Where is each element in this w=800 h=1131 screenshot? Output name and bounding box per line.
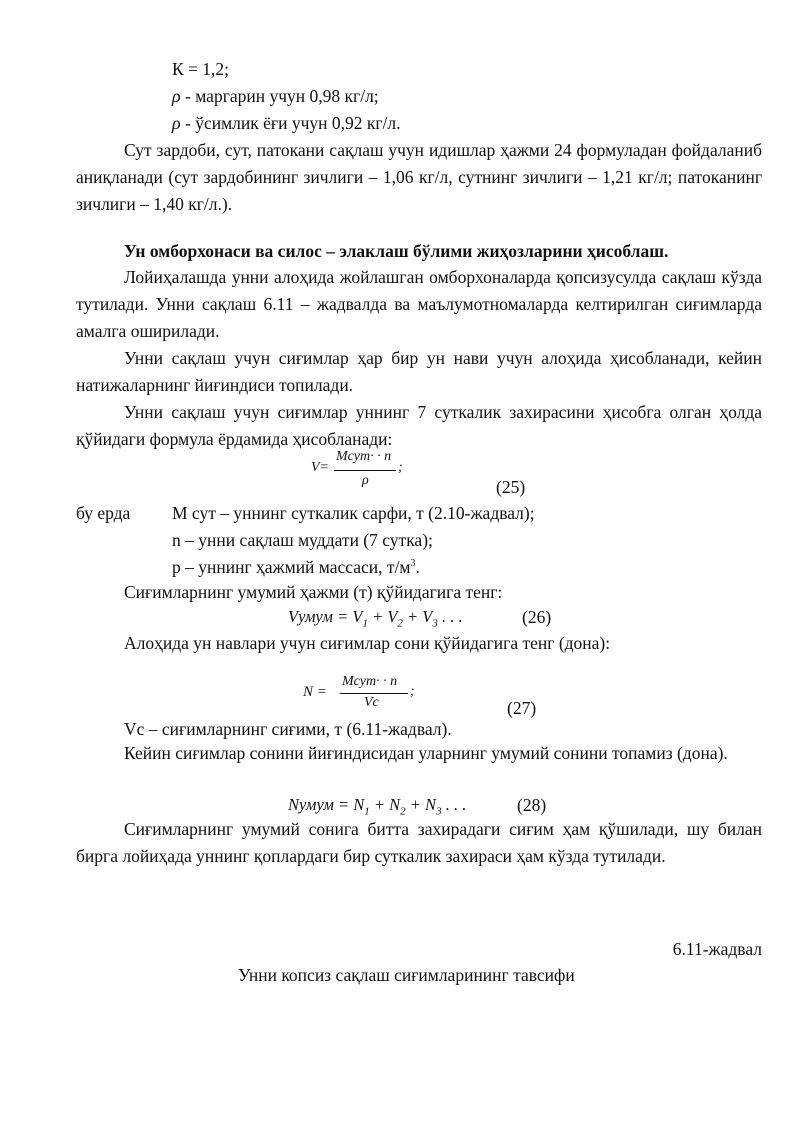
- k-value-line: К = 1,2;: [172, 59, 230, 79]
- formula-25-fraction-line: [334, 470, 396, 471]
- formula-25-lhs: V=: [311, 460, 329, 475]
- formula-28-number: (28): [517, 795, 547, 815]
- formula-27-lhs: N =: [303, 684, 327, 700]
- formula-28-sub1: 1: [364, 805, 370, 818]
- table-label: 6.11-жадвал: [672, 939, 762, 959]
- formula-28: [288, 794, 466, 816]
- paragraph-sum: Кейин сиғимлар сонини йиғиндисидан уларнинг умумий сонини топамиз (дона).: [124, 743, 728, 763]
- rho-symbol: ρ: [172, 86, 181, 106]
- vc-definition: Vс – сиғимларнинг сиғими, т (6.11-жадвал).: [124, 719, 452, 739]
- definition-p-sup: 3: [410, 558, 416, 570]
- section-heading: Ун омборхонаси ва силос – элаклаш бўлими жиҳозларини ҳисоблаш.: [124, 241, 669, 261]
- formula-28-tail: . . .: [441, 795, 467, 814]
- formula-25-tail: ;: [398, 460, 403, 475]
- formula-27-number: (27): [507, 698, 537, 718]
- formula-25-number: (25): [496, 477, 526, 497]
- formula-28-lhs: Nумум = N: [288, 795, 365, 814]
- formula-26-sub2: 2: [397, 617, 403, 630]
- rho-symbol: ρ: [172, 113, 181, 133]
- formula-26-plus2: + V: [402, 607, 433, 626]
- definition-p-text: р – уннинг ҳажмий массаси, т/м: [172, 557, 411, 577]
- table-title: Унни копсиз сақлаш сиғимларининг тавсифи: [238, 965, 575, 985]
- definition-m: М сут – уннинг суткалик сарфи, т (2.10-жадвал);: [172, 503, 535, 523]
- rho-margarine-text: - маргарин учун 0,98 кг/л;: [180, 86, 379, 106]
- formula-25-denominator: ρ: [362, 473, 369, 488]
- formula-25-numerator: Mсут· · n: [336, 449, 392, 464]
- formula-27-denominator: Vc: [364, 695, 379, 710]
- paragraph-storage: Унни сақлаш учун сиғимлар уннинг 7 суткалик захирасини ҳисобга олган ҳолда қўйидаги формула ёрдамида ҳисобланади:: [76, 402, 762, 449]
- bu-erda-label: бу ерда: [76, 503, 131, 523]
- formula-26-tail: . . .: [437, 607, 463, 626]
- definition-n: n – унни сақлаш муддати (7 сутка);: [172, 530, 433, 550]
- formula-26-sub1: 1: [362, 617, 368, 630]
- count-intro-line: Алоҳида ун навлари учун сиғимлар сони қўйидагига тенг (дона):: [124, 633, 611, 653]
- paragraph-design: Лойиҳалашда унни алоҳида жойлашган омборхоналарда қопсизусулда сақлаш кўзда тутилади. Унни сақлаш 6.11 – жадвалда ва маълумотномаларда келтирилган сиғимларда амалга оширилади.: [76, 267, 762, 341]
- formula-26-lhs: Vумум = V: [288, 607, 363, 626]
- formula-28-sub2: 2: [400, 805, 406, 818]
- rho-margarine-line: [172, 85, 379, 107]
- formula-28-plus1: + N: [369, 795, 401, 814]
- formula-26: [288, 606, 463, 628]
- formula-26-sub3: 3: [432, 617, 438, 630]
- total-volume-line: Сиғимларнинг умумий ҳажми (т) қўйидагига тенг:: [124, 582, 503, 602]
- formula-27-tail: ;: [410, 684, 415, 699]
- rho-oil-line: [172, 112, 401, 134]
- paragraph-milk: Сут зардоби, сут, патокани сақлаш учун идишлар ҳажми 24 формуладан фойдаланиб аниқланади (сут зардобининг зичлиги – 1,06 кг/л, сутнинг зичлиги – 1,21 кг/л; патоканинг зичлиги – 1,40 кг/л.).: [76, 140, 762, 214]
- paragraph-each-type: Унни сақлаш учун сиғимлар ҳар бир ун нави учун алоҳида ҳисобланади, кейин натижаларнинг йиғиндиси топилади.: [76, 348, 762, 395]
- definition-p-end: .: [415, 557, 420, 577]
- rho-oil-text: - ўсимлик ёғи учун 0,92 кг/л.: [180, 113, 401, 133]
- formula-27-numerator: Mсут· · n: [342, 674, 398, 689]
- paragraph-reserve: Сиғимларнинг умумий сонига битта захирадаги сиғим ҳам қўшилади, шу билан бирга лойиҳада уннинг қоплардаги бир суткалик захираси ҳам кўзда тутилади.: [76, 819, 762, 866]
- formula-28-plus2: + N: [405, 795, 437, 814]
- formula-28-sub3: 3: [436, 805, 442, 818]
- formula-26-number: (26): [522, 607, 552, 627]
- formula-27-fraction-line: [340, 693, 408, 694]
- definition-p: [172, 556, 420, 578]
- formula-26-plus1: + V: [367, 607, 398, 626]
